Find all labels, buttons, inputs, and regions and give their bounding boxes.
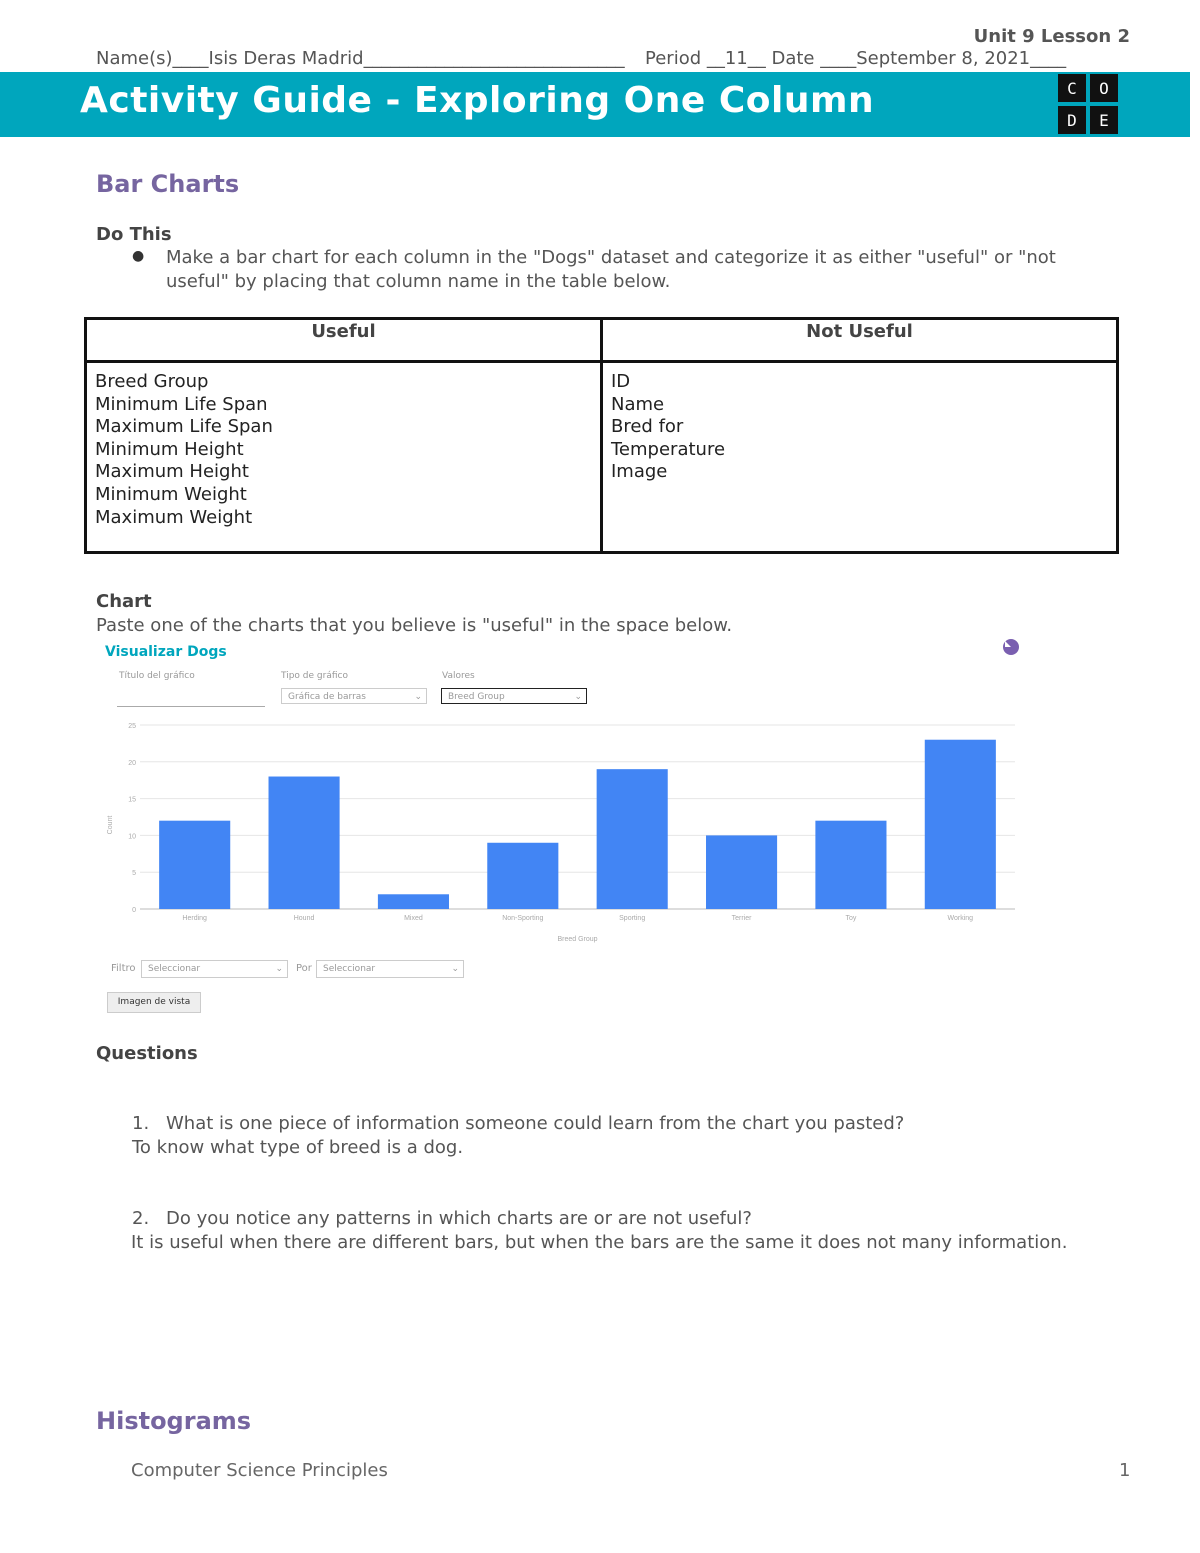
list-item: Breed Group <box>95 371 209 392</box>
y-tick-label: 15 <box>128 796 136 804</box>
filter-select[interactable] <box>141 960 288 978</box>
by-value: Seleccionar <box>323 964 376 974</box>
not-useful-cell[interactable] <box>602 362 1118 553</box>
title-banner <box>0 72 1190 137</box>
values-select[interactable] <box>441 688 587 704</box>
chart-title-input[interactable] <box>117 688 265 707</box>
useful-cell[interactable] <box>86 362 602 553</box>
name-field-line: Name(s)____Isis Deras Madrid_____________________________ <box>96 48 625 69</box>
list-item: Minimum Life Span <box>95 393 268 415</box>
x-tick-label: Herding <box>182 915 207 922</box>
footer-course: Computer Science Principles <box>131 1460 388 1481</box>
y-tick-label: 5 <box>132 870 136 878</box>
x-tick-label: Sporting <box>619 915 646 922</box>
embedded-app-title: Visualizar Dogs <box>105 644 227 660</box>
x-tick-label: Hound <box>293 915 315 922</box>
filter-label: Filtro <box>111 963 136 974</box>
question-number: 1. <box>132 1113 150 1134</box>
list-item: Temperature <box>611 438 726 460</box>
chevron-down-icon: ⌄ <box>275 964 283 974</box>
category-table <box>84 317 1119 554</box>
chevron-down-icon: ⌄ <box>451 964 459 974</box>
section-title-bar-charts: Bar Charts <box>96 170 240 198</box>
list-item: Minimum Weight <box>95 483 247 505</box>
bullet-icon: ● <box>132 248 145 264</box>
bar <box>159 821 230 909</box>
x-tick-label: Mixed <box>404 915 423 922</box>
bar <box>487 843 558 909</box>
pin-icon[interactable] <box>1000 636 1022 662</box>
x-tick-label: Terrier <box>731 915 752 922</box>
list-item: Minimum Height <box>95 438 244 460</box>
chart-title-label: Título del gráfico <box>119 671 195 681</box>
x-tick-label: Non-Sporting <box>502 915 544 922</box>
bar-chart <box>100 714 1030 950</box>
bar <box>597 769 668 909</box>
list-item: Bred for <box>611 416 684 438</box>
values-label: Valores <box>442 671 475 681</box>
period-date-line: Period __11__ Date ____September 8, 2021____ <box>645 48 1067 69</box>
table-header-not-useful: Not Useful <box>602 319 1118 362</box>
chart-type-value: Gráfica de barras <box>288 692 366 702</box>
section-title-histograms: Histograms <box>96 1407 252 1435</box>
chart-type-label: Tipo de gráfico <box>281 671 348 681</box>
y-tick-label: 10 <box>128 833 136 841</box>
chart-label: Chart <box>96 591 152 612</box>
x-tick-label: Toy <box>845 915 857 922</box>
bar <box>706 835 777 909</box>
x-tick-label: Working <box>947 915 974 922</box>
list-item: Maximum Weight <box>95 506 253 528</box>
chevron-down-icon: ⌄ <box>574 692 582 702</box>
bar <box>925 740 996 909</box>
list-item: Maximum Height <box>95 461 249 483</box>
bar <box>269 777 340 909</box>
list-item: Maximum Life Span <box>95 416 273 438</box>
chevron-down-icon: ⌄ <box>414 692 422 702</box>
logo-letter: O <box>1090 74 1118 102</box>
answer-text[interactable]: It is useful when there are different bars, but when the bars are the same it does not many information. <box>131 1232 1068 1253</box>
code-logo <box>1058 74 1120 136</box>
chart-instruction: Paste one of the charts that you believe is "useful" in the space below. <box>96 615 733 636</box>
bar <box>815 821 886 909</box>
logo-letter: E <box>1090 106 1118 134</box>
y-axis-label: Count <box>107 815 114 835</box>
by-label: Por <box>296 963 312 974</box>
list-item: Image <box>611 461 668 483</box>
preview-image-button[interactable]: Imagen de vista <box>107 992 201 1013</box>
question-text: What is one piece of information someone could learn from the chart you pasted? <box>166 1113 905 1134</box>
questions-label: Questions <box>96 1043 198 1064</box>
logo-letter: D <box>1058 106 1086 134</box>
by-select[interactable] <box>316 960 464 978</box>
question-text: Do you notice any patterns in which charts are or are not useful? <box>166 1208 752 1229</box>
bar <box>378 894 449 909</box>
do-this-label: Do This <box>96 224 172 245</box>
chart-type-select[interactable] <box>281 688 427 704</box>
question-number: 2. <box>132 1208 150 1229</box>
list-item: Name <box>611 393 665 415</box>
filter-value: Seleccionar <box>148 964 201 974</box>
table-header-useful: Useful <box>86 319 602 362</box>
page-title: Activity Guide - Exploring One Column <box>80 80 875 121</box>
unit-lesson-label: Unit 9 Lesson 2 <box>973 26 1130 47</box>
x-axis-label: Breed Group <box>557 936 598 943</box>
y-tick-label: 0 <box>132 907 136 914</box>
values-value: Breed Group <box>448 692 505 702</box>
list-item: ID <box>611 371 631 392</box>
y-tick-label: 20 <box>128 759 136 767</box>
logo-letter: C <box>1058 74 1086 102</box>
do-this-instruction: Make a bar chart for each column in the "Dogs" dataset and categorize it as either "useful" or "not useful" by placing that column name in the table below. <box>166 247 1056 292</box>
page-number: 1 <box>1119 1460 1131 1481</box>
y-tick-label: 25 <box>128 723 136 730</box>
answer-text[interactable]: To know what type of breed is a dog. <box>132 1137 464 1158</box>
